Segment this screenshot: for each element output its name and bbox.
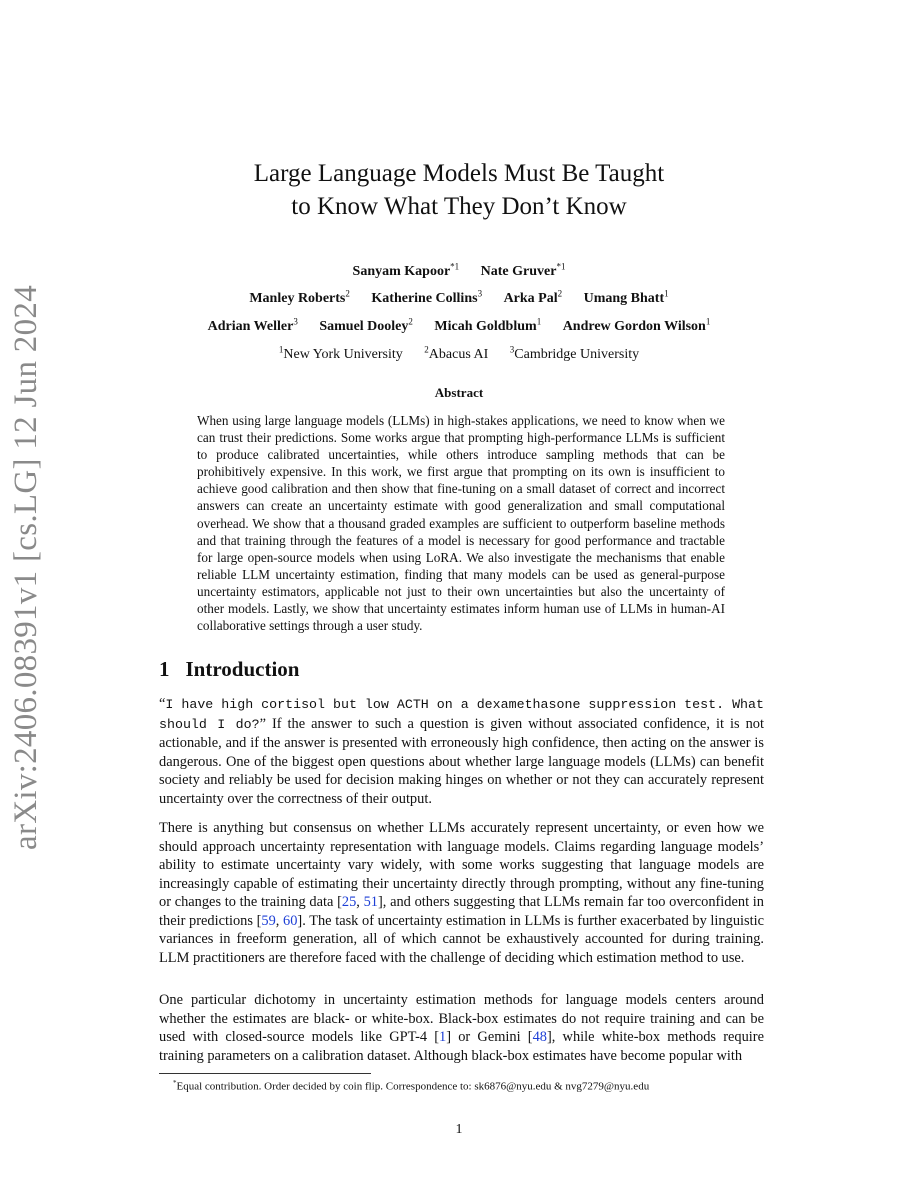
author: Adrian Weller$^3$ <box>207 316 298 334</box>
arxiv-identifier-stamp: arXiv:2406.08391v1 [cs.LG] 12 Jun 2024 <box>8 284 44 850</box>
author-row-3 <box>0 310 918 338</box>
affiliation: $^3$Cambridge University <box>509 343 640 362</box>
footnote-divider <box>159 1073 371 1074</box>
author: Arka Pal$^2$ <box>503 288 563 307</box>
intro-paragraph-2: There is anything but consensus on whether LLMs accurately represent uncertainty, or even how we should approach uncertainty representation with language models. Claims regarding language models’ ability to estimate uncertainty vary widely, with some works suggesting that language models are increasingly capable of estimating their uncertainty directly through prompting, without any fine-tuning or changes to the training data [25, 51], and others suggesting that LLMs remain far too overconfident in their predictions [59, 60]. The task of uncertainty estimation in LLMs is further exacerbated by linguistic variances in freeform generation, all of which cannot be exhaustively accounted for during training. LLM practitioners are therefore faced with the challenge of deciding which estimation method to use. <box>159 820 764 966</box>
footnote: *Equal contribution. Order decided by coin flip. Correspondence to: sk6876@nyu.edu & nvg7279@nyu.edu <box>173 1079 650 1093</box>
section-title: Introduction <box>185 657 300 681</box>
paper-title-line-1: Large Language Models Must Be Taught <box>253 160 665 187</box>
citation-link[interactable]: 60 <box>283 912 298 929</box>
intro-paragraph-1: “I have high cortisol but low ACTH on a dexamethasone suppression test. What should I do?” If the answer to such a question is given without associated confidence, it is not actionable, and if the answer is presented with erroneously high confidence, then acting on the answer is dangerous. One of the biggest open questions about whether large language models (LLMs) can benefit society and reliably be used for decision making hinges on whether or not they can accurately represent uncertainty over the correctness of their output. <box>159 696 764 807</box>
section-number: 1 <box>159 657 170 681</box>
affiliation: $^1$New York University <box>278 343 403 362</box>
author: Micah Goldblum$^1$ <box>434 316 542 334</box>
affiliations <box>0 338 918 366</box>
paper-title <box>0 157 918 223</box>
author-block <box>0 255 918 366</box>
author: Samuel Dooley$^2$ <box>319 316 413 334</box>
author-row-1 <box>0 255 918 283</box>
citation-link[interactable]: 1 <box>439 1029 447 1045</box>
author: Umang Bhatt$^1$ <box>583 288 669 307</box>
abstract-text: When using large language models (LLMs) in high-stakes applications, we need to know when we can trust their predictions. Some works argue that prompting high-performance LLMs is sufficient to produce calibrated uncertainties, while others introduce sampling methods that can be prohibitively expensive. In this work, we first argue that prompting on its own is insufficient to achieve good calibration and then show that fine-tuning on a small dataset of correct and incorrect answers can create an uncertainty estimate with good generalization and small computational overhead. We show that a thousand graded examples are sufficient to outperform baseline methods and that training through the features of a model is necessary for good performance and tractable for large open-source models when using LoRA. We also investigate the mechanisms that enable reliable LLM uncertainty estimation, finding that many models can be used as general-purpose uncertainty estimators, applicable not just to their own uncertainties but also the uncertainty of other models. Lastly, we show that uncertainty estimates inform human use of LLMs in human-AI collaborative settings through a user study. <box>197 413 725 634</box>
citation-link[interactable]: 25 <box>341 894 357 910</box>
author: Sanyam Kapoor$^{*1}$ <box>352 261 460 279</box>
citation-link[interactable]: 51 <box>363 894 378 910</box>
author: Manley Roberts$^2$ <box>249 288 350 307</box>
author: Nate Gruver$^{*1}$ <box>480 261 566 279</box>
page-number: 1 <box>455 1122 463 1137</box>
affiliation: $^2$Abacus AI <box>424 343 489 362</box>
citation-link[interactable]: 48 <box>532 1029 547 1045</box>
citation-link[interactable]: 59 <box>261 912 276 929</box>
author: Andrew Gordon Wilson$^1$ <box>562 316 711 334</box>
intro-paragraph-3: One particular dichotomy in uncertainty estimation methods for language models centers around whether the estimates are black- or white-box. Black-box estimates do not require training and can be used with closed-source models like GPT-4 [1] or Gemini [48], while white-box methods require training parameters on a calibration dataset. Although black-box estimates have become popular with <box>159 992 764 1064</box>
author: Katherine Collins$^3$ <box>371 288 483 307</box>
section-heading-introduction <box>159 657 299 682</box>
paper-title-line-2: to Know What They Don’t Know <box>291 193 627 220</box>
abstract-heading: Abstract <box>434 385 484 400</box>
example-question: I have high cortisol but low ACTH on a dexamethasone suppression test. What should I do? <box>159 697 764 732</box>
author-row-2 <box>0 283 918 311</box>
